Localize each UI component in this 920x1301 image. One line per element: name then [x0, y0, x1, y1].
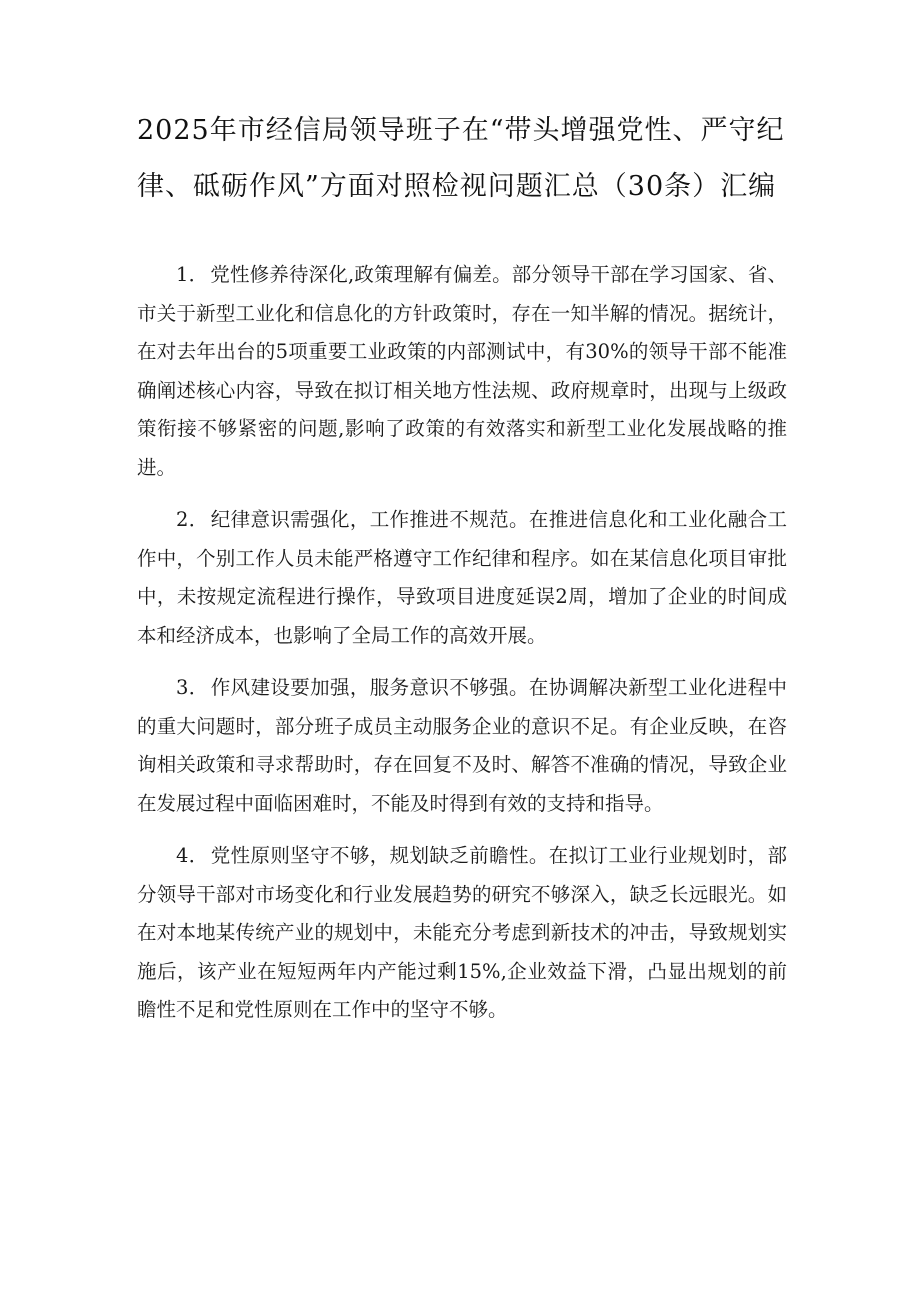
paragraph-2	[137, 501, 787, 655]
paragraph-text: 党性原则坚守不够，规划缺乏前瞻性。在拟订工业行业规划时，部分领导干部对市场变化和行业发展趋势的研究不够深入，缺乏长远眼光。如在对本地某传统产业的规划中，未能充分考虑到新技术的冲击，导致规划实施后，该产业在短短两年内产能过剩15%,企业效益下滑，凸显出规划的前瞻性不足和党性原则在工作中的坚守不够。	[137, 844, 787, 1021]
paragraph-text: 纪律意识需强化，工作推进不规范。在推进信息化和工业化融合工作中，个别工作人员未能严格遵守工作纪律和程序。如在某信息化项目审批中，未按规定流程进行操作，导致项目进度延误2周，增加了企业的时间成本和经济成本，也影响了全局工作的高效开展。	[137, 508, 787, 647]
paragraph-number: 3．	[176, 676, 209, 699]
paragraph-1	[137, 256, 787, 487]
paragraph-number: 4．	[176, 844, 209, 867]
paragraph-text: 党性修养待深化,政策理解有偏差。部分领导干部在学习国家、省、市关于新型工业化和信息化的方针政策时，存在一知半解的情况。据统计，在对去年出台的5项重要工业政策的内部测试中，有30%的领导干部不能准确阐述核心内容，导致在拟订相关地方性法规、政府规章时，出现与上级政策衔接不够紧密的问题,影响了政策的有效落实和新型工业化发展战略的推进。	[137, 263, 787, 479]
document-title: 2025年市经信局领导班子在“带头增强党性、严守纪律、砥砺作风”方面对照检视问题汇总（30条）汇编	[137, 115, 785, 202]
paragraph-4	[137, 837, 787, 1030]
paragraph-number: 2．	[176, 508, 209, 531]
document-body	[137, 256, 787, 1044]
paragraph-number: 1．	[176, 263, 209, 286]
paragraph-text: 作风建设要加强，服务意识不够强。在协调解决新型工业化进程中的重大问题时，部分班子成员主动服务企业的意识不足。有企业反映，在咨询相关政策和寻求帮助时，存在回复不及时、解答不准确的情况，导致企业在发展过程中面临困难时，不能及时得到有效的支持和指导。	[137, 676, 787, 815]
paragraph-3	[137, 669, 787, 823]
